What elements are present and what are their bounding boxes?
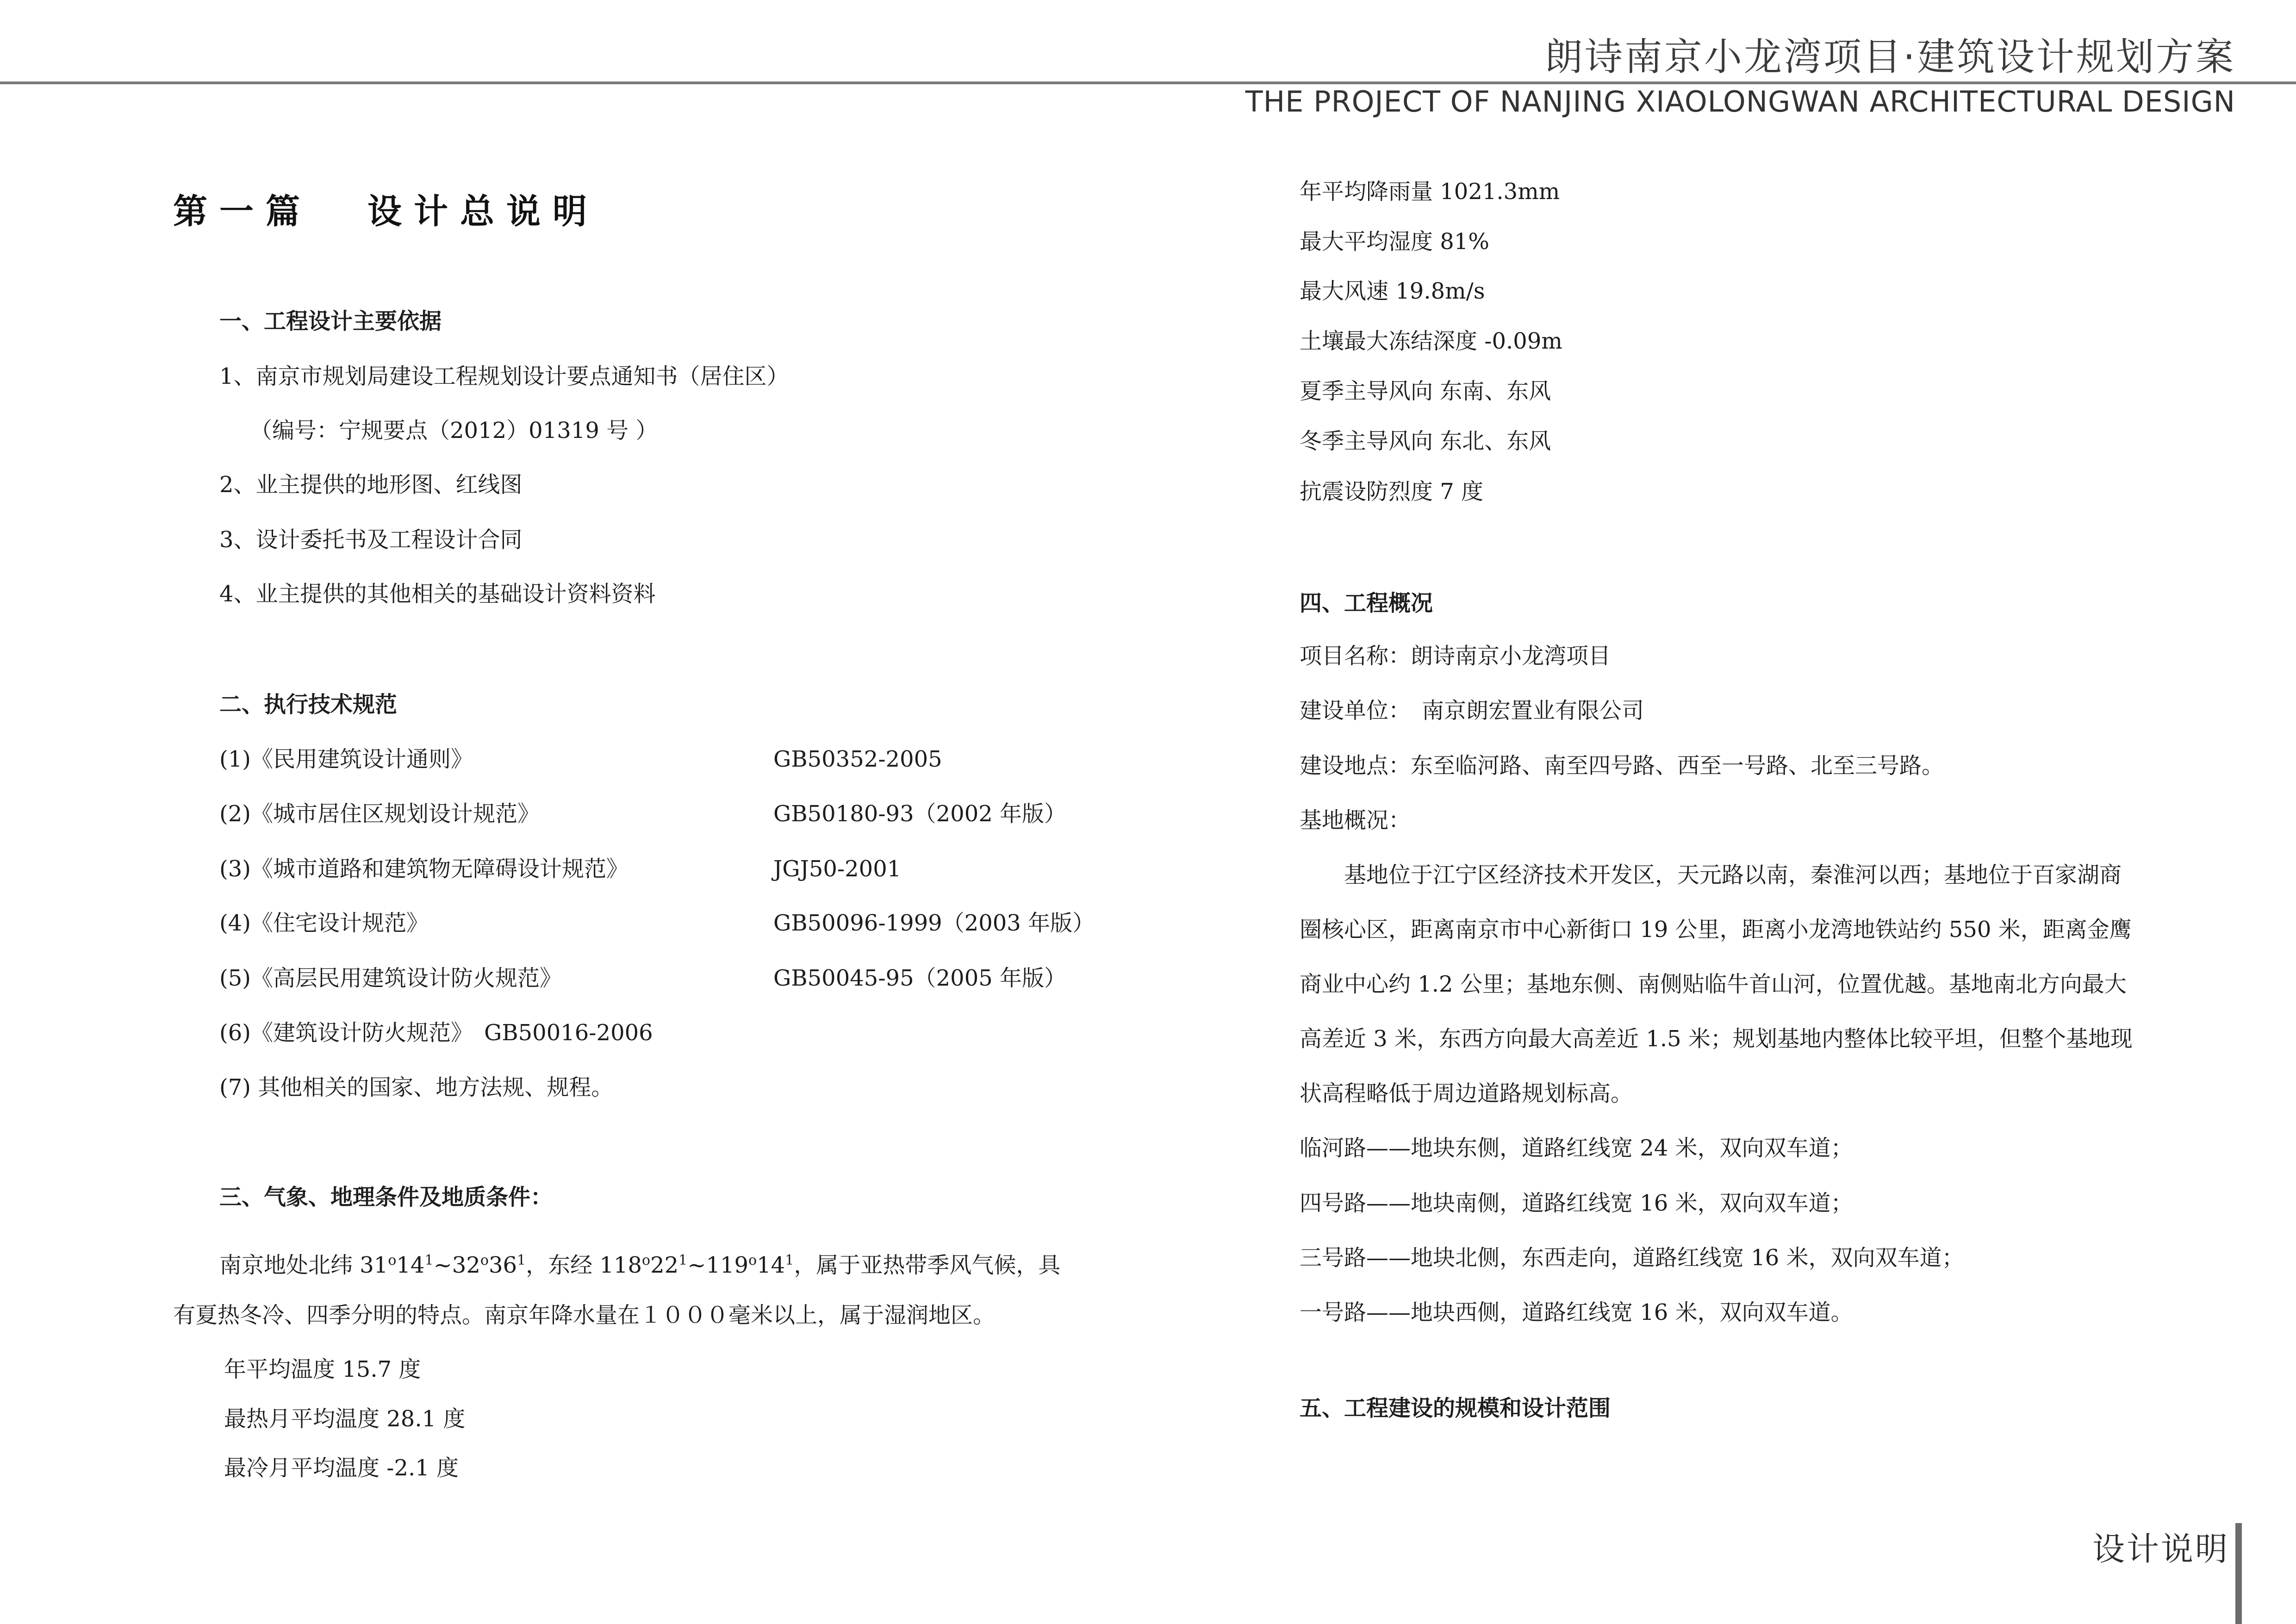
header-title-cn: 朗诗南京小龙湾项目·建筑设计规划方案 xyxy=(1544,35,2235,79)
project-info-line: 基地概况： xyxy=(1300,807,1411,833)
standard-name: (5)《高层民用建筑设计防火规范》 xyxy=(219,965,562,991)
header-divider xyxy=(0,81,2296,84)
standard-name: (3)《城市道路和建筑物无障碍设计规范》 xyxy=(219,856,628,882)
site-paragraph-line: 圈核心区，距离南京市中心新街口 19 公里，距离小龙湾地铁站约 550 米，距离金鹰 xyxy=(1300,917,2132,943)
section1-item: 1、南京市规划局建设工程规划设计要点通知书（居住区） xyxy=(219,363,789,389)
site-paragraph-line: 商业中心约 1.2 公里；基地东侧、南侧贴临牛首山河，位置优越。基地南北方向最大 xyxy=(1300,971,2127,997)
footer-section-label: 设计说明 xyxy=(2092,1530,2229,1568)
section3-heading: 三、气象、地理条件及地质条件： xyxy=(219,1184,553,1210)
project-info-line: 建设地点：东至临河路、南至四号路、西至一号路、北至三号路。 xyxy=(1300,753,1944,779)
climate-stat: 最冷月平均温度 -2.1 度 xyxy=(224,1455,459,1481)
site-paragraph-line: 基地位于江宁区经济技术开发区，天元路以南，秦淮河以西；基地位于百家湖商 xyxy=(1300,862,2122,888)
climate-intro-line2: 有夏热冬冷、四季分明的特点。南京年降水量在１０００毫米以上，属于湿润地区。 xyxy=(173,1302,996,1328)
road-line: 一号路——地块西侧，道路红线宽 16 米，双向双车道。 xyxy=(1300,1299,1853,1325)
standard-name: (6)《建筑设计防火规范》 GB50016-2006 xyxy=(219,1020,653,1046)
header-title-en: THE PROJECT OF NANJING XIAOLONGWAN ARCHITECTURAL DESIGN xyxy=(1245,85,2235,119)
document-title xyxy=(173,184,599,233)
section1-item: （编号：宁规要点（2012）01319 号 ） xyxy=(250,418,658,443)
climate-stat: 最大平均湿度 81% xyxy=(1300,229,1489,255)
standard-name: (7) 其他相关的国家、地方法规、规程。 xyxy=(219,1074,614,1100)
standard-code: JGJ50-2001 xyxy=(773,856,902,882)
site-paragraph-line: 高差近 3 米，东西方向最大高差近 1.5 米；规划基地内整体比较平坦，但整个基地现 xyxy=(1300,1026,2133,1052)
section4-heading: 四、工程概况 xyxy=(1300,590,1433,616)
climate-intro-line1: 南京地处北纬 $31^o14^1\sim 32^o36^1$，东经 $118^o22^1\sim 119^o14^1$，属于亚热带季风气候，具 xyxy=(219,1252,1061,1278)
site-paragraph-line: 状高程略低于周边道路规划标高。 xyxy=(1300,1081,1633,1106)
section1-item: 2、业主提供的地形图、红线图 xyxy=(219,472,523,498)
standard-code: GB50352-2005 xyxy=(773,746,942,772)
section1-item: 4、业主提供的其他相关的基础设计资料资料 xyxy=(219,581,656,607)
climate-stat: 最大风速 19.8m/s xyxy=(1300,278,1485,304)
footer-accent-bar xyxy=(2235,1523,2242,1624)
standard-name: (1)《民用建筑设计通则》 xyxy=(219,746,473,772)
section5-heading: 五、工程建设的规模和设计范围 xyxy=(1300,1395,1611,1421)
climate-stat: 夏季主导风向 东南、东风 xyxy=(1300,378,1551,404)
section2-heading: 二、执行技术规范 xyxy=(219,692,398,718)
document-name: 设计总说明 xyxy=(367,192,599,231)
standard-name: (2)《城市居住区规划设计规范》 xyxy=(219,801,540,827)
standard-code: GB50180-93（2002 年版） xyxy=(773,801,1067,827)
standard-code: GB50045-95（2005 年版） xyxy=(773,965,1067,991)
section1-heading: 一、工程设计主要依据 xyxy=(219,308,442,334)
section1-item: 3、设计委托书及工程设计合同 xyxy=(219,527,523,553)
project-info-line: 建设单位： 南京朗宏置业有限公司 xyxy=(1300,698,1644,724)
standard-code: GB50096-1999（2003 年版） xyxy=(773,910,1095,936)
road-line: 临河路——地块东侧，道路红线宽 24 米，双向双车道； xyxy=(1300,1135,1853,1161)
climate-stat: 最热月平均温度 28.1 度 xyxy=(224,1406,466,1432)
climate-stat: 冬季主导风向 东北、东风 xyxy=(1300,428,1551,454)
climate-stat: 抗震设防烈度 7 度 xyxy=(1300,479,1484,505)
climate-stat: 土壤最大冻结深度 -0.09m xyxy=(1300,328,1562,354)
road-line: 四号路——地块南侧，道路红线宽 16 米，双向双车道； xyxy=(1300,1190,1853,1216)
project-info-line: 项目名称：朗诗南京小龙湾项目 xyxy=(1300,643,1611,669)
climate-stat: 年平均降雨量 1021.3mm xyxy=(1300,179,1560,205)
climate-stat: 年平均温度 15.7 度 xyxy=(224,1356,421,1382)
standard-name: (4)《住宅设计规范》 xyxy=(219,910,429,936)
road-line: 三号路——地块北侧，东西走向，道路红线宽 16 米，双向双车道； xyxy=(1300,1245,1964,1271)
document-part: 第一篇 xyxy=(173,192,312,231)
